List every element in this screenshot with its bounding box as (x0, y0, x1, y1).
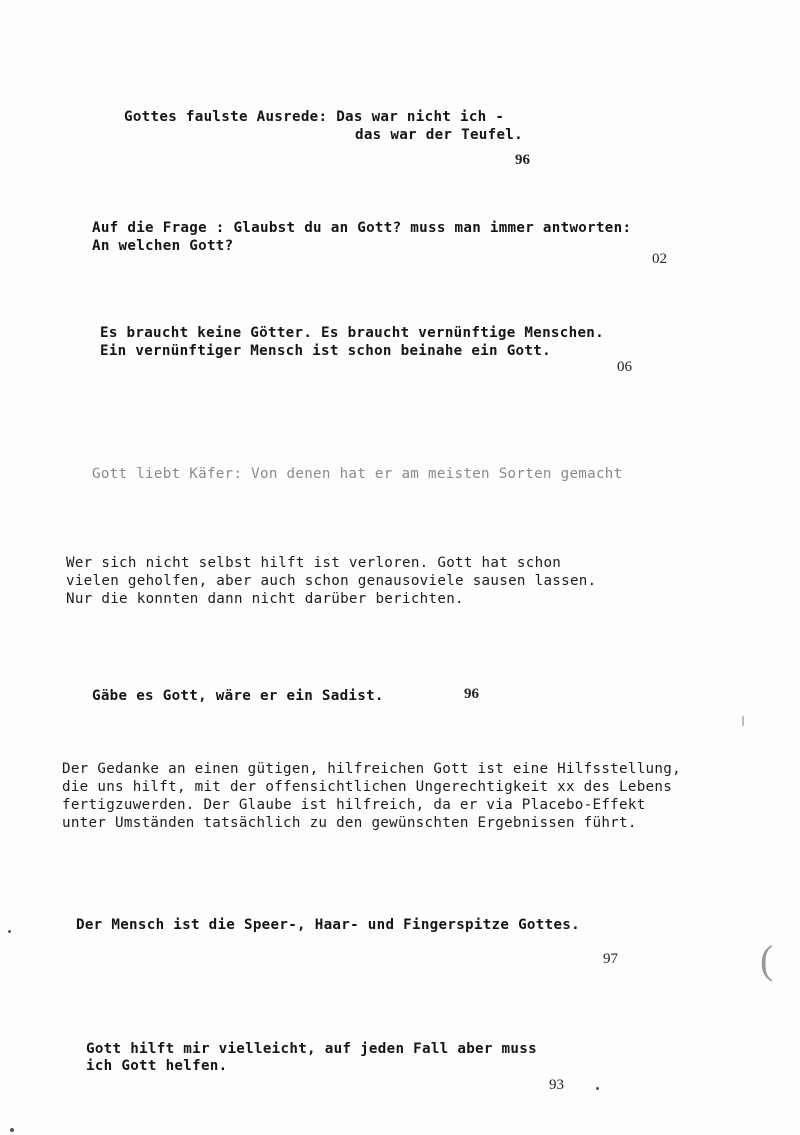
aphorism-1-line-1: Gottes faulste Ausrede: Das war nicht ich - (124, 109, 505, 125)
scan-mark (742, 716, 744, 726)
aphorism-9-number: 93 (549, 1077, 564, 1093)
aphorism-6-number: 96 (464, 686, 479, 702)
aphorism-4-line-1: Gott liebt Käfer: Von denen hat er am meisten Sorten gemacht (92, 466, 623, 482)
aphorism-3-line-2: Ein vernünftiger Mensch ist schon beinahe ein Gott. (100, 343, 551, 359)
aphorism-8-number: 97 (603, 951, 618, 967)
aphorism-2-line-1: Auf die Frage : Glaubst du an Gott? muss man immer antworten: (92, 220, 632, 236)
aphorism-7-line-3: fertigzuwerden. Der Glaube ist hilfreich, da er via Placebo-Effekt (62, 797, 646, 813)
aphorism-8-line-1: Der Mensch ist die Speer-, Haar- und Fingerspitze Gottes. (76, 917, 580, 933)
aphorism-5-line-3: Nur die konnten dann nicht darüber berichten. (66, 591, 464, 607)
aphorism-3-line-1: Es braucht keine Götter. Es braucht vernünftige Menschen. (100, 325, 604, 341)
aphorism-9-line-2: ich Gott helfen. (86, 1058, 228, 1074)
aphorism-7-line-2: die uns hilft, mit der offensichtlichen Ungerechtigkeit xx des Lebens (62, 779, 673, 795)
aphorism-2-number: 02 (652, 251, 667, 267)
scan-speck (8, 930, 11, 933)
aphorism-2-line-2: An welchen Gott? (92, 238, 234, 254)
aphorism-1-number: 96 (515, 152, 530, 168)
aphorism-6-line-1: Gäbe es Gott, wäre er ein Sadist. (92, 688, 384, 704)
aphorism-5-line-2: vielen geholfen, aber auch schon genausoviele sausen lassen. (66, 573, 597, 589)
aphorism-1-line-2: das war der Teufel. (355, 127, 523, 143)
aphorism-9-line-1: Gott hilft mir vielleicht, auf jeden Fall aber muss (86, 1041, 537, 1057)
aphorism-5-line-1: Wer sich nicht selbst hilft ist verloren. Gott hat schon (66, 555, 562, 571)
scan-edge-mark: ( (760, 937, 774, 982)
aphorism-7-line-4: unter Umständen tatsächlich zu den gewünschten Ergebnissen führt. (62, 815, 637, 831)
scan-speck (10, 1128, 14, 1132)
aphorism-3-number: 06 (617, 359, 632, 375)
scan-speck (596, 1087, 599, 1090)
aphorism-7-line-1: Der Gedanke an einen gütigen, hilfreichen Gott ist eine Hilfsstellung, (62, 761, 681, 777)
